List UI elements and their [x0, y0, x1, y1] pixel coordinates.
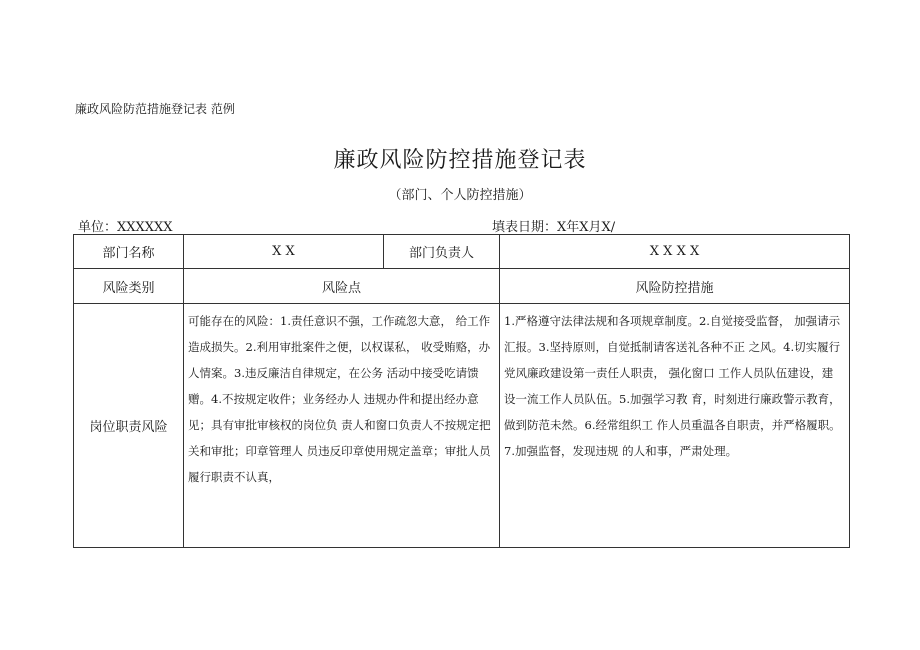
- unit-value: XXXXXX: [117, 220, 173, 235]
- measures-header: 风险防控措施: [500, 269, 850, 304]
- risk-category-cell: 岗位职责风险: [74, 304, 184, 548]
- dept-name-value: X X: [184, 235, 384, 269]
- document-header: 廉政风险防范措施登记表 范例: [75, 102, 235, 116]
- dept-name-label: 部门名称: [74, 235, 184, 269]
- unit-field: [78, 216, 173, 235]
- risk-point-cell: 可能存在的风险：1.责任意识不强，工作疏忽大意， 给工作造成损失。2.利用审批案件之便，以权谋私， 收受贿赂，办人情案。3.违反廉洁自律规定，在公务 活动中接受吃请馈赠。4.不按规定收件；业务经办人 违规办件和提出经办意见；具有审批审核权的岗位负 责人和窗口负责人不按规定把关和审批；印章管理人 员违反印章使用规定盖章；审批人员履行职责不认真，: [184, 304, 500, 548]
- dept-head-value: X X X X: [500, 235, 850, 269]
- date-value: X年X月X/: [557, 220, 616, 235]
- measures-cell: 1.严格遵守法律法规和各项规章制度。2.自觉接受监督， 加强请示汇报。3.坚持原则，自觉抵制请客送礼各种不正 之风。4.切实履行党风廉政建设第一责任人职责， 强化窗口 工作人员队伍建设，建设一流工作人员队伍。5.加强学习教 育，时刻进行廉政警示教育，做到防范未然。6.经常组织工 作人员重温各自职责，并严格履职。7.加强监督，发现违规 的人和事，严肃处理。: [500, 304, 850, 548]
- date-label: 填表日期：: [492, 220, 558, 235]
- page-title: 廉政风险防控措施登记表: [333, 148, 587, 173]
- table-row: [74, 235, 850, 269]
- table-row: [74, 269, 850, 304]
- unit-label: 单位：: [78, 220, 118, 235]
- risk-point-header: 风险点: [184, 269, 500, 304]
- risk-category-header: 风险类别: [74, 269, 184, 304]
- table-row: [74, 304, 850, 548]
- registration-table: [73, 234, 850, 548]
- date-field: [492, 216, 615, 235]
- dept-head-label: 部门负责人: [384, 235, 500, 269]
- page-subtitle: （部门、个人防控措施）: [388, 188, 532, 203]
